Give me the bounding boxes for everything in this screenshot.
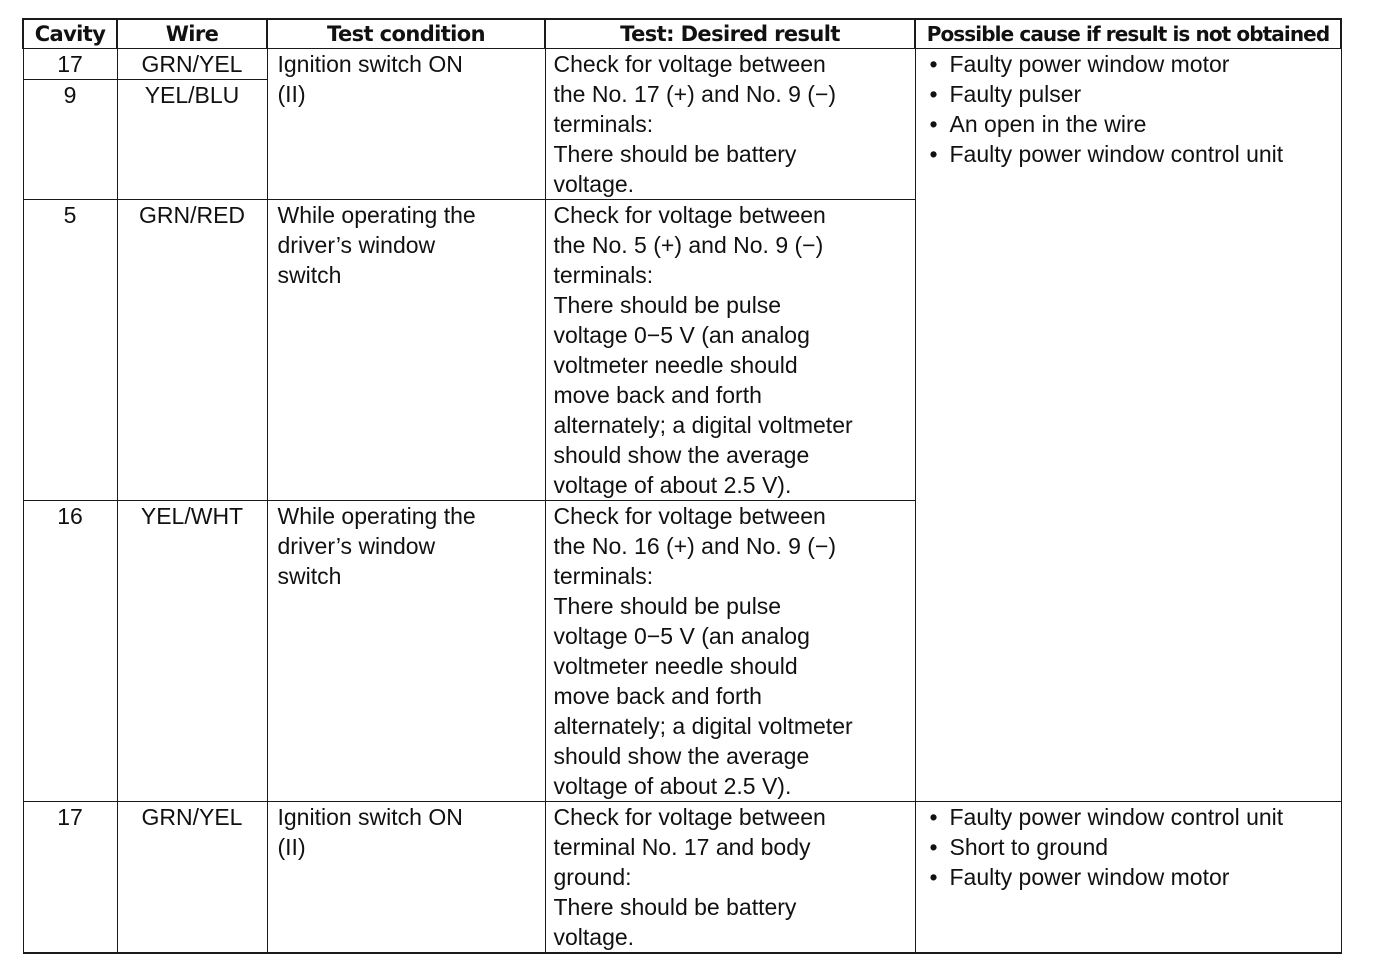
desired-result-cell [545, 49, 915, 200]
header-cavity: Cavity [23, 19, 117, 49]
desired-result-text: Check for voltage between the No. 5 (+) and No. 9 (−) terminals: There should be pulse voltage 0−5 V (an analog voltmeter needle should move back and forth alternately; a digital voltmeter should show the average voltage of about 2.5 V). [553, 202, 853, 498]
wire-cell [117, 200, 267, 501]
desired-result-cell [545, 501, 915, 802]
wire-color: YEL/BLU [118, 79, 267, 110]
desired-result-cell [545, 200, 915, 501]
cavity-cell [23, 501, 117, 802]
header-wire: Wire [117, 19, 267, 49]
cause-item [930, 802, 1337, 832]
cavity-number: 17 [57, 804, 83, 830]
cavity-cell [23, 802, 117, 954]
cause-text: Faulty power window control unit [949, 141, 1284, 167]
bullet-icon: • [929, 141, 938, 167]
test-condition-cell [267, 802, 545, 954]
cavity-cell [23, 200, 117, 501]
wire-cell [117, 49, 267, 200]
bullet-icon: • [929, 111, 938, 137]
cause-text: Faulty power window control unit [949, 804, 1284, 830]
cause-item [930, 862, 1337, 892]
header-desired-result: Test: Desired result [545, 19, 915, 49]
wire-cell [117, 802, 267, 954]
test-condition-cell [267, 501, 545, 802]
bullet-icon: • [929, 804, 938, 830]
test-condition-text: While operating the driver’s window switch [277, 503, 476, 589]
bullet-icon: • [929, 51, 938, 77]
cavity-number: 9 [24, 79, 117, 110]
cavity-number: 16 [57, 503, 83, 529]
wire-color: GRN/YEL [141, 51, 243, 77]
desired-result-text: Check for voltage between the No. 17 (+) and No. 9 (−) terminals: There should be battery voltage. [553, 51, 837, 197]
test-condition-text: Ignition switch ON (II) [277, 51, 463, 107]
cause-text: Faulty power window motor [949, 51, 1230, 77]
wire-color: GRN/RED [138, 202, 246, 228]
wire-cell [117, 501, 267, 802]
table-row [23, 49, 1341, 200]
bullet-icon: • [929, 864, 938, 890]
desired-result-text: Check for voltage between the No. 16 (+) and No. 9 (−) terminals: There should be pulse voltage 0−5 V (an analog voltmeter needle should move back and forth alternately; a digital voltmeter should show the average voltage of about 2.5 V). [553, 503, 853, 799]
cavity-number: 17 [57, 51, 83, 77]
wire-color: YEL/WHT [140, 503, 244, 529]
test-condition-text: Ignition switch ON (II) [277, 804, 463, 860]
bullet-icon: • [929, 834, 938, 860]
cause-text: Faulty power window motor [949, 864, 1230, 890]
wire-color: GRN/YEL [141, 804, 243, 830]
cause-text: Short to ground [949, 834, 1109, 860]
cause-item [930, 832, 1337, 862]
possible-cause-list [916, 802, 1341, 892]
test-condition-text: While operating the driver’s window switch [277, 202, 476, 288]
possible-cause-cell [915, 49, 1341, 802]
possible-cause-cell [915, 802, 1341, 954]
cavity-cell [23, 49, 117, 200]
cause-item [930, 139, 1337, 169]
cause-item [930, 49, 1337, 79]
cavity-number: 5 [63, 202, 77, 228]
desired-result-text: Check for voltage between terminal No. 17 and body ground: There should be battery voltage. [553, 804, 826, 950]
possible-cause-list [916, 49, 1341, 169]
header-test-condition: Test condition [267, 19, 545, 49]
cause-item [930, 79, 1337, 109]
bullet-icon: • [929, 81, 938, 107]
desired-result-cell [545, 802, 915, 954]
cause-text: Faulty pulser [949, 81, 1082, 107]
test-table [22, 18, 1342, 954]
header-row [23, 19, 1341, 49]
table-row [23, 802, 1341, 954]
cause-text: An open in the wire [949, 111, 1147, 137]
test-condition-cell [267, 49, 545, 200]
cause-item [930, 109, 1337, 139]
test-condition-cell [267, 200, 545, 501]
header-possible-cause: Possible cause if result is not obtained [915, 19, 1341, 49]
